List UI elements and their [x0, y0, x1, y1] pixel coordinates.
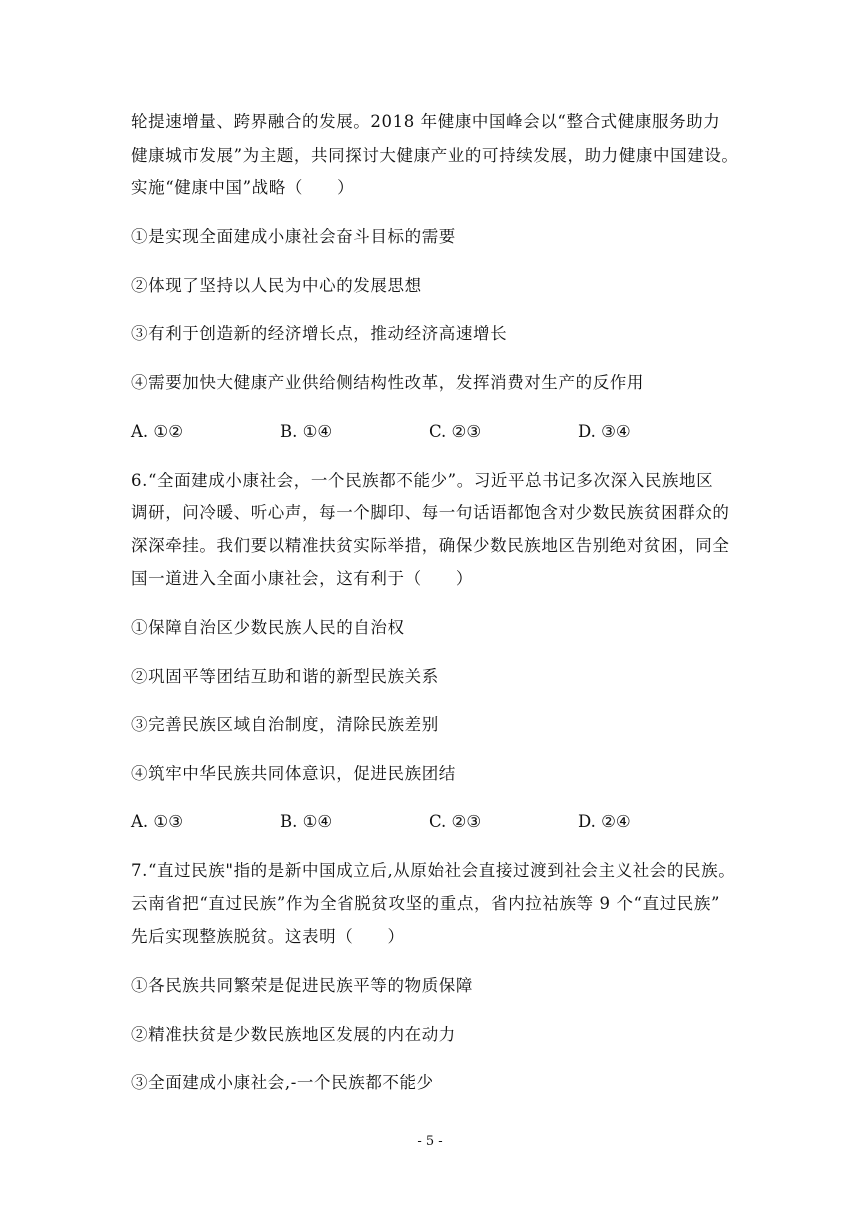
q6-stem-line-1: 6.“全面建成小康社会，一个民族都不能少”。习近平总书记多次深入民族地区 — [131, 471, 714, 490]
q6-item-4: ④筑牢中华民族共同体意识，促进民族团结 — [131, 764, 456, 783]
q5-stem-line-1: 轮提速增量、跨界融合的发展。2018 年健康中国峰会以“整合式健康服务助力 — [131, 112, 721, 131]
q5-stem-line-2: 健康城市发展”为主题，共同探讨大健康产业的可持续发展，助力健康中国建设。 — [131, 146, 739, 165]
q6-stem-line-2: 调研，问冷暖、听心声，每一个脚印、每一句话语都饱含对少数民族贫困群众的 — [131, 503, 730, 522]
page-number: - 5 - — [417, 1134, 443, 1149]
q5-option-d: D. ③④ — [578, 422, 631, 441]
q7-stem-line-3: 先后实现整族脱贫。这表明（ ） — [131, 927, 405, 946]
q6-option-d: D. ②④ — [578, 812, 631, 831]
q7-item-1: ①各民族共同繁荣是促进民族平等的物质保障 — [131, 976, 473, 995]
q6-item-1: ①保障自治区少数民族人民的自治权 — [131, 618, 405, 637]
q5-item-4: ④需要加快大健康产业供给侧结构性改革，发挥消费对生产的反作用 — [131, 373, 644, 392]
q6-option-c: C. ②③ — [429, 812, 482, 831]
q7-stem-line-1: 7.“直过民族"指的是新中国成立后,从原始社会直接过渡到社会主义社会的民族。 — [131, 861, 736, 880]
q6-option-b: B. ①④ — [280, 812, 333, 831]
q6-option-a: A. ①③ — [131, 812, 183, 831]
q7-item-2: ②精准扶贫是少数民族地区发展的内在动力 — [131, 1025, 456, 1044]
q6-item-3: ③完善民族区域自治制度，清除民族差别 — [131, 715, 439, 734]
q5-option-a: A. ①② — [131, 422, 183, 441]
q5-item-1: ①是实现全面建成小康社会奋斗目标的需要 — [131, 227, 456, 246]
q6-item-2: ②巩固平等团结互助和谐的新型民族关系 — [131, 667, 439, 686]
q6-stem-line-3: 深深牵挂。我们要以精准扶贫实际举措，确保少数民族地区告别绝对贫困，同全 — [131, 536, 730, 555]
q5-stem-line-3: 实施“健康中国”战略（ ） — [131, 178, 355, 197]
q5-item-2: ②体现了坚持以人民为中心的发展思想 — [131, 276, 422, 295]
q7-stem-line-2: 云南省把“直过民族”作为全省脱贫攻坚的重点，省内拉祜族等 9 个“直过民族” — [131, 894, 721, 913]
q6-stem-line-4: 国一道进入全面小康社会，这有利于（ ） — [131, 569, 473, 588]
q5-item-3: ③有利于创造新的经济增长点，推动经济高速增长 — [131, 324, 508, 343]
q5-option-b: B. ①④ — [280, 422, 333, 441]
q5-option-c: C. ②③ — [429, 422, 482, 441]
q7-item-3: ③全面建成小康社会,-一个民族都不能少 — [131, 1073, 434, 1092]
